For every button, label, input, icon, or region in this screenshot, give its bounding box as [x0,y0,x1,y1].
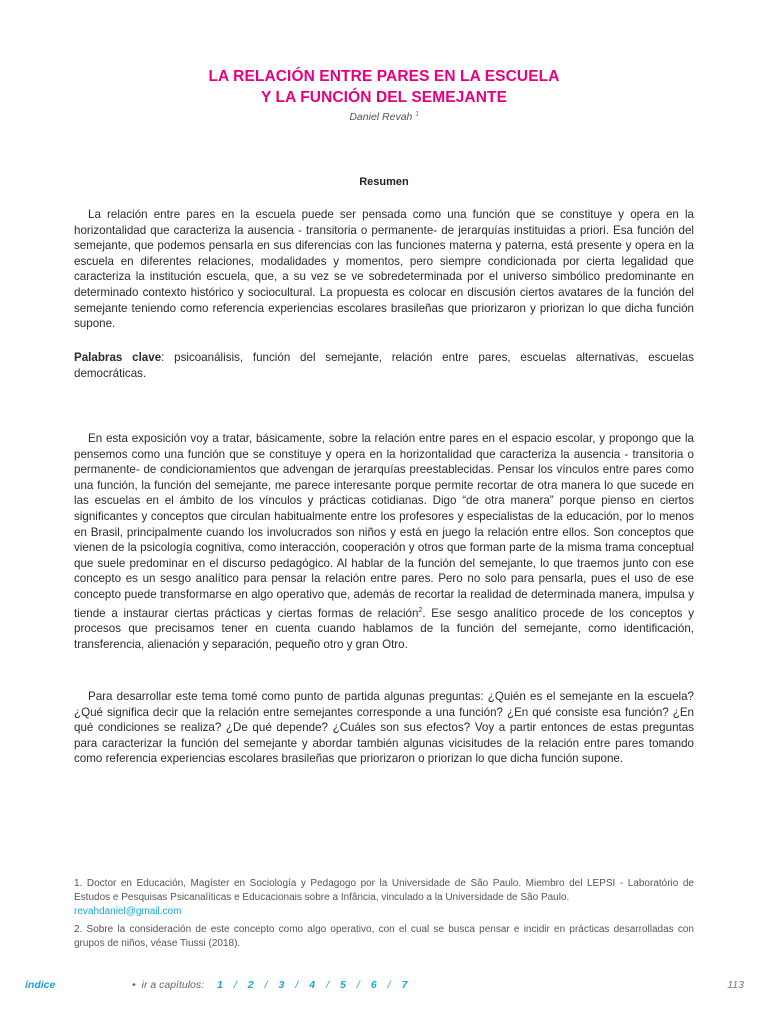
page-footer [0,979,768,995]
author-email-link[interactable]: revahdaniel@gmail.com [74,906,182,917]
author-footnote-ref[interactable]: 1 [415,111,419,118]
keywords-text: : psicoanálisis, función del semejante, relación entre pares, escuelas alternativas, escuelas democráticas. [74,351,694,380]
chapter-separator: / [264,979,268,991]
article-title [0,66,768,108]
index-link[interactable]: índice [25,979,56,991]
footnote-1-text: 1. Doctor en Educación, Magíster en Sociología y Pedagogo por la Universidade de São Paulo. Miembro del LEPSI - Laboratório de Estudos e Pesquisas Psicanalíticas e Educacionais sobre a Infância, vinculado a la Universidade de São Paulo. [74,878,694,903]
author-name: Daniel Revah [349,111,413,123]
chapters-label: ir a capítulos: [141,979,205,991]
chapter-separator: / [326,979,330,991]
chapter-separator: / [387,979,391,991]
chapter-link-4[interactable]: 4 [309,979,316,991]
footnotes [74,877,694,955]
body-paragraph-1-text-a: En esta exposición voy a tratar, básicamente, sobre la relación entre pares en el espacio escolar, y propongo que la pensemos como una función que se constituye y opera en la horizontalidad que caracteriza la ausencia - transitoria o permanente- de condicionamientos que advengan de jerarquías preestablecidas. Pensar los vínculos entre pares como una función, la función del semejante, me parece interesante porque permite recortar de otra manera lo que sucede en las escuelas en el ámbito de los vínculos y prácticas cotidianas. Digo “de otra manera” porque pienso en ciertos significantes y conceptos que circulan habitualmente entre los profesores y especialistas de la educación, por lo menos en Brasil, principalmente cuando los involucrados son niños y está en juego la relación entre ellos. Son conceptos que vienen de la psicología cognitiva, como interacción, cooperación y otros que forman parte de la misma trama conceptual que suele predominar en el discurso pedagógico. Al hablar de la función del semejante, lo que traemos junto con ese concepto es un sesgo analítico para pensar la relación entre pares. Pero no solo para pensarla, pues el uso de ese concepto puede transformarse en algo operativo que, además de recortar la realidad de determinada manera, impulsa y tiende a instaurar ciertas prácticas y ciertas formas de relación [74,432,694,620]
footnote-2: 2. Sobre la consideración de este concepto como algo operativo, con el cual se busca pensar e incidir en prácticas desarrolladas con grupos de niños, véase Tiussi (2018). [74,924,694,949]
chapter-separator: / [295,979,299,991]
keywords-label: Palabras clave [74,351,162,364]
bullet-icon: • [132,979,136,991]
footnote-1 [74,877,694,919]
body-paragraph-1-text-b: . Ese sesgo analítico procede de los conceptos y procesos que precisamos tener en cuenta cuando hablamos de la función del semejante, como identificación, transferencia, alienación y separación, pequeño otro y gran Otro. [74,606,695,651]
chapter-navigation [132,979,407,991]
chapter-link-5[interactable]: 5 [340,979,346,991]
abstract-paragraph: La relación entre pares en la escuela puede ser pensada como una función que se constituye y opera en la horizontalidad que caracteriza la ausencia - transitoria o permanente- de jerarquías instituidas a priori. Esa función del semejante, que podemos pensarla en sus diferencias con las funciones materna y paterna, está presente y opera en la escuela en diferentes relaciones, modalidades y momentos, pero siempre condicionada por cierta legalidad que caracteriza la institución escuela, que, a su vez se ve sobredeterminada por el universo simbólico predominante en determinado contexto histórico y sociocultural. La propuesta es colocar en discusión ciertos avatares de la función del semejante teniendo como referencia experiencias escolares brasileñas que priorizaron y priorizan lo que dicha función supone. [74,208,694,331]
chapter-link-7[interactable]: 7 [401,979,408,991]
title-line-2: Y LA FUNCIÓN DEL SEMEJANTE [260,89,508,106]
chapter-link-6[interactable]: 6 [370,979,377,991]
chapter-link-3[interactable]: 3 [278,979,285,991]
keywords-paragraph [74,350,694,381]
chapter-link-1[interactable]: 1 [216,979,223,991]
footnote-ref-2[interactable]: 2 [418,606,423,614]
author-line [0,111,768,123]
chapter-separator: / [356,979,360,991]
body-paragraph-2: Para desarrollar este tema tomé como punto de partida algunas preguntas: ¿Quién es el semejante en la escuela? ¿Qué significa decir que la relación entre semejantes corresponde a una función? ¿En qué consiste esa función? ¿En qué condiciones se realiza? ¿De qué depende? ¿Cuáles son sus efectos? Voy a partir entonces de estas preguntas para caracterizar la función del semejante y abordar también algunas vicisitudes de la relación entre pares tomando como referencia experiencias escolares brasileñas que priorizaron o priorizan lo que dicha función supone. [74,690,694,766]
abstract-heading: Resumen [359,176,409,188]
body-paragraph-1 [74,431,694,652]
chapter-separator: / [233,979,237,991]
chapter-link-2[interactable]: 2 [247,979,254,991]
page-number: 113 [727,979,744,991]
title-line-1: LA RELACIÓN ENTRE PARES EN LA ESCUELA [208,68,560,85]
